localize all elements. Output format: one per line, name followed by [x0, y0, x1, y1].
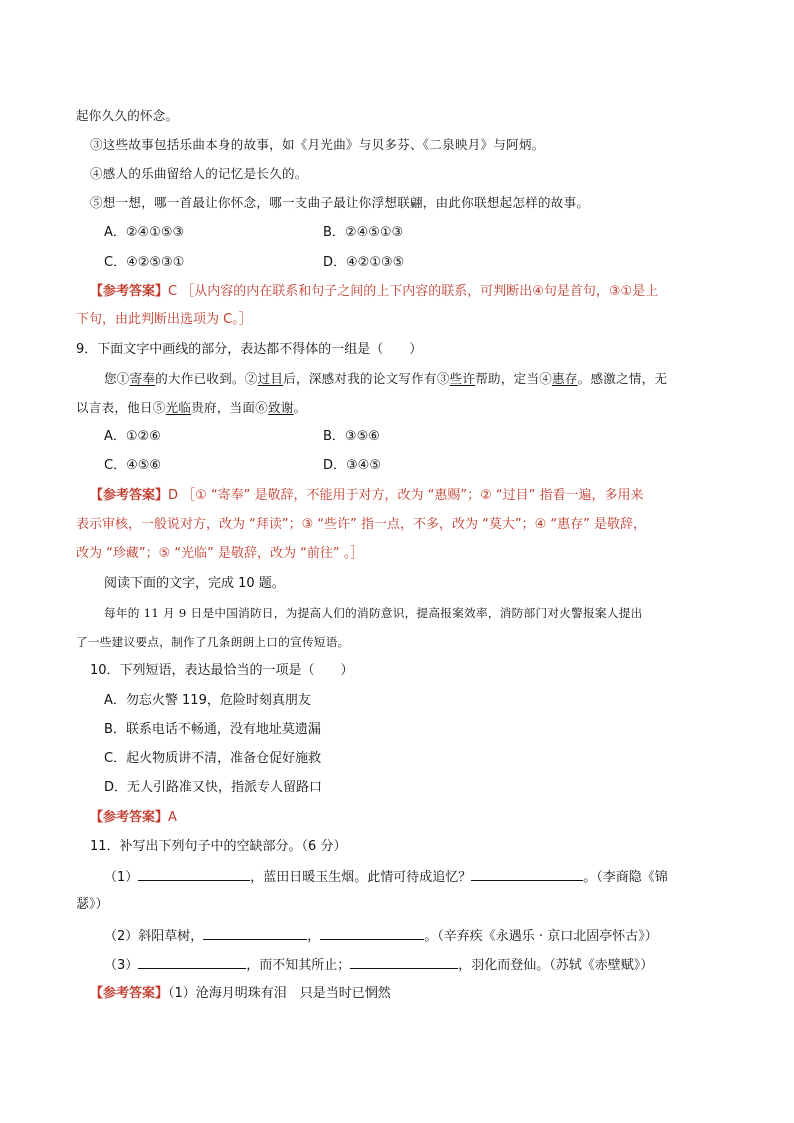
q11-item-2: [104, 925, 658, 947]
q11-text: 。（辛弃疾《永遇乐 · 京口北固亭怀古》）: [424, 929, 658, 944]
q8-option-d: D．④②①③⑤: [323, 255, 405, 270]
blank-3[interactable]: [203, 925, 307, 940]
q11-text: ，: [307, 929, 321, 944]
q10-option-c: C．起火物质讲不清，准备仓促好施救: [104, 751, 322, 766]
q11-text: ，羽化而登仙。（苏轼《赤壁赋》）: [458, 958, 654, 973]
q10-option-b: B．联系电话不畅通，没有地址莫遗漏: [104, 722, 321, 737]
q11-text: ，蓝田日暖玉生烟。此情可待成追忆？: [250, 870, 472, 885]
q11-answer-text: （1）沧海月明珠有泪 只是当时已惘然: [168, 986, 391, 1001]
underline-3: 些许: [449, 371, 476, 386]
q9-answer-cont-2: 改为 “珍藏”；⑤ “光临” 是敬辞，改为 “前往” 。］: [76, 546, 364, 561]
q10-passage-line2: 了一些建议要点，制作了几条朗朗上口的宣传短语。: [76, 635, 350, 649]
q9-text: 您①: [104, 371, 130, 386]
blank-6[interactable]: [350, 954, 458, 969]
q9-answer-text: D ［① “寄奉” 是敬辞，不能用于对方，改为 “惠赐”；② “过目” 指看一遍，多用来: [168, 488, 644, 503]
q9-text: 。: [293, 400, 307, 415]
q10-option-d: D．无人引路准又快，指派专人留路口: [104, 780, 323, 795]
q8-answer-text: C ［从内容的内在联系和句子之间的上下内容的联系，可判断出④句是首句，③①是上: [168, 284, 659, 299]
underline-5: 光临: [165, 400, 192, 415]
answer-tag: 【参考答案】: [90, 810, 169, 825]
q9-option-d: D．③④⑤: [323, 458, 381, 473]
q11-stem: 11．补写出下列句子中的空缺部分。（6 分）: [90, 839, 347, 854]
passage-continuation: 起你久久的怀念。: [76, 108, 179, 123]
q9-answer: [90, 486, 644, 506]
underline-2: 过目: [257, 371, 284, 386]
q10-answer: [90, 808, 177, 828]
q11-item-1: [104, 866, 668, 888]
q8-option-a: A．②④①⑤③: [104, 225, 185, 240]
q10-lead: 阅读下面的文字，完成 10 题。: [104, 576, 285, 591]
q8-answer-cont: 下句，由此判断出选项为 C。］: [76, 312, 252, 327]
q8-option-c: C．④②⑤③①: [104, 255, 185, 270]
blank-1[interactable]: [138, 866, 250, 881]
q11-item-1-cont: 瑟》）: [76, 897, 109, 912]
q9-passage-line2: [76, 398, 306, 418]
q11-answer: [90, 984, 391, 1004]
q8-answer: [90, 282, 658, 302]
q9-text: 贵府，当面⑥: [191, 400, 269, 415]
sentence-5: ⑤想一想，哪一首最让你怀念，哪一支曲子最让你浮想联翩，由此你联想起怎样的故事。: [90, 195, 590, 210]
blank-2[interactable]: [471, 866, 583, 881]
q10-answer-text: A: [168, 810, 177, 825]
q11-text: （2）斜阳草树，: [104, 929, 204, 944]
q9-passage-line1: [104, 369, 667, 389]
underline-1: 寄奉: [129, 371, 156, 386]
underline-4: 惠存: [552, 371, 578, 386]
q11-text: （1）: [104, 870, 139, 885]
q11-text: ，而不知其所止；: [246, 958, 351, 973]
sentence-3: ③这些故事包括乐曲本身的故事，如《月光曲》与贝多芬、《二泉映月》与阿炳。: [90, 137, 545, 152]
q9-text: 后，深感对我的论文写作有③: [283, 371, 450, 386]
q9-text: 。感激之情，无: [577, 371, 668, 386]
q9-text: 的大作已收到。②: [155, 371, 258, 386]
q9-stem: 9．下面文字中画线的部分，表达都不得体的一组是（ ）: [76, 342, 423, 357]
q11-text: 。（李商隐《锦: [583, 870, 668, 885]
q9-text: 帮助，定当④: [475, 371, 553, 386]
sentence-4: ④感人的乐曲留给人的记忆是长久的。: [90, 166, 308, 181]
q11-item-3: [104, 954, 653, 976]
blank-4[interactable]: [320, 925, 424, 940]
answer-tag: 【参考答案】: [90, 986, 169, 1001]
q10-option-a: A．勿忘火警 119，危险时刻真朋友: [104, 693, 311, 708]
q10-stem: 10．下列短语，表达最恰当的一项是（ ）: [90, 663, 354, 678]
q10-passage-line1: 每年的 11 月 9 日是中国消防日，为提高人们的消防意识，提高报案效率，消防部门对火警报案人提出: [104, 606, 643, 620]
answer-tag: 【参考答案】: [90, 284, 169, 299]
underline-6: 致谢: [268, 400, 294, 415]
q9-option-b: B．③⑤⑥: [323, 429, 380, 444]
q9-option-c: C．④⑤⑥: [104, 458, 162, 473]
q11-text: （3）: [104, 958, 139, 973]
answer-tag: 【参考答案】: [90, 488, 169, 503]
q9-answer-cont-1: 表示审核，一般说对方，改为 “拜读”；③ “些许” 指一点，不多，改为 “莫大”；④ “惠存” 是敬辞，: [76, 517, 646, 532]
blank-5[interactable]: [138, 954, 246, 969]
q9-text: 以言表，他日⑤: [76, 400, 166, 415]
q9-option-a: A．①②⑥: [104, 429, 161, 444]
q8-option-b: B．②④⑤①③: [323, 225, 404, 240]
